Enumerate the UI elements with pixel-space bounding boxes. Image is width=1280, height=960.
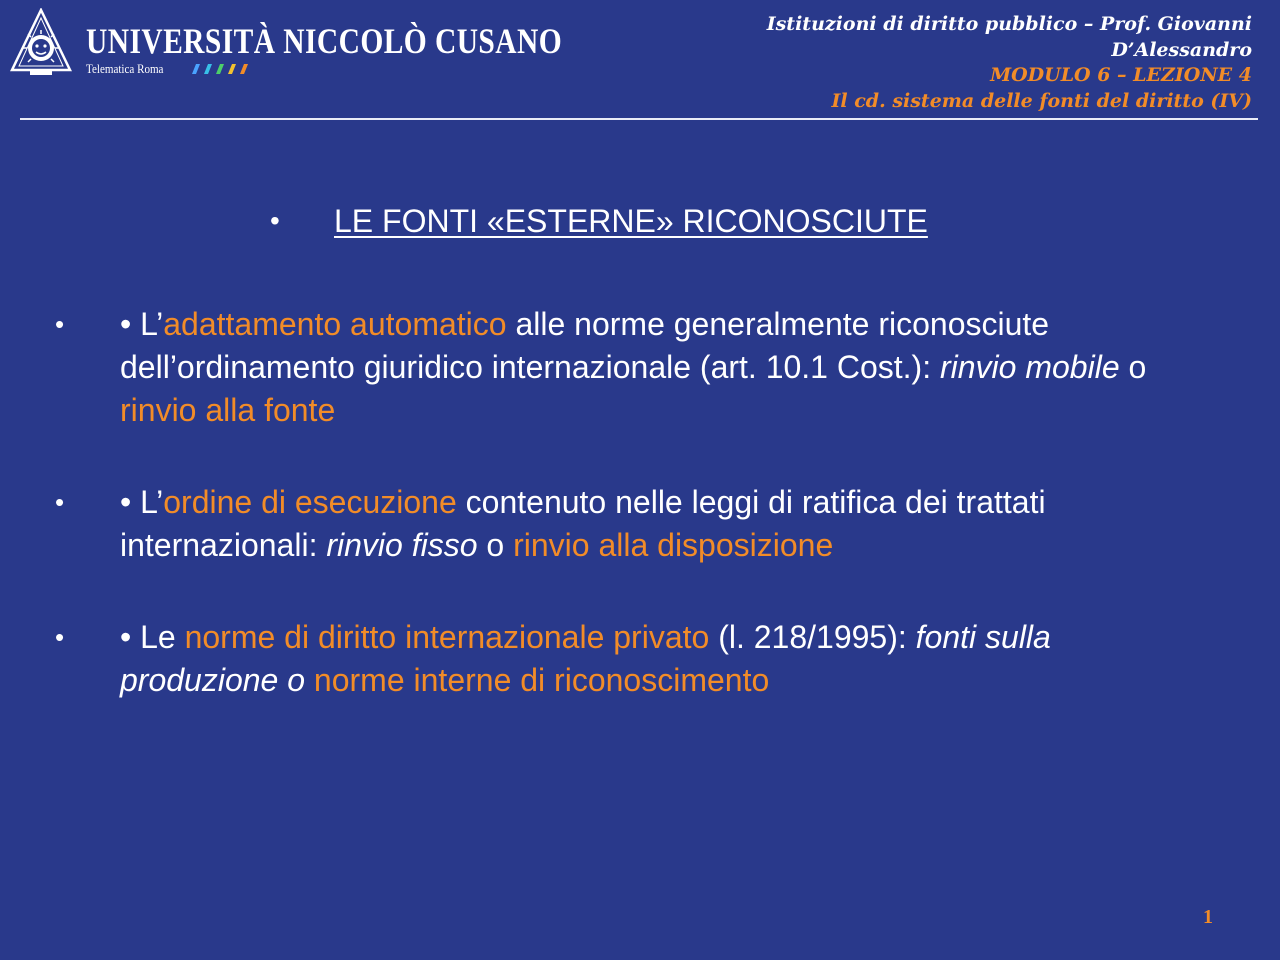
highlight-term: rinvio alla disposizione bbox=[513, 527, 834, 563]
italic-term: fonti sulla produzione o bbox=[120, 619, 1051, 698]
course-title-line-2: D’Alessandro bbox=[1111, 38, 1252, 61]
text-segment: • L’ bbox=[120, 484, 164, 520]
text-segment: alle norme generalmente riconosciute dell’ordinamento giuridico internazionale (art. 10.1 Cost.): bbox=[120, 306, 1050, 385]
highlight-term: norme di diritto internazionale privato bbox=[184, 619, 710, 655]
text-segment: • Le bbox=[120, 619, 185, 655]
list-item-text bbox=[120, 481, 1195, 567]
module-label: MODULO 6 – LEZIONE 4 bbox=[990, 64, 1252, 86]
header-divider bbox=[20, 118, 1258, 120]
course-title-line-1: Istituzioni di diritto pubblico – Prof. Giovanni bbox=[766, 13, 1252, 35]
text-segment: (l. 218/1995): bbox=[709, 619, 916, 655]
text-segment: contenuto nelle leggi di ratifica dei trattati internazionali: bbox=[120, 484, 1046, 563]
text-segment: o bbox=[477, 527, 514, 563]
title-bullet: • bbox=[270, 205, 280, 236]
text-segment bbox=[305, 662, 314, 698]
list-bullet: • bbox=[55, 309, 65, 339]
university-name: UNIVERSITÀ NICCOLÒ CUSANO bbox=[86, 21, 563, 61]
list-bullet: • bbox=[55, 622, 65, 652]
highlight-term: norme interne di riconoscimento bbox=[313, 662, 770, 698]
highlight-term: ordine di esecuzione bbox=[163, 484, 457, 520]
list-bullet: • bbox=[55, 487, 65, 517]
highlight-term: adattamento automatico bbox=[163, 306, 507, 342]
slide-title: LE FONTI «ESTERNE» RICONOSCIUTE bbox=[334, 203, 928, 239]
italic-term: rinvio fisso bbox=[326, 527, 478, 563]
slide-header bbox=[0, 0, 1280, 120]
header-course-info bbox=[632, 12, 1252, 114]
italic-term: rinvio mobile bbox=[939, 349, 1120, 385]
lesson-title: Il cd. sistema delle fonti del diritto (IV) bbox=[831, 89, 1252, 112]
page-number: 1 bbox=[1203, 906, 1213, 928]
highlight-term: rinvio alla fonte bbox=[120, 392, 336, 428]
list-item-text bbox=[120, 303, 1195, 432]
university-seal-icon bbox=[10, 8, 72, 76]
university-subtitle: Telematica Roma bbox=[86, 61, 164, 76]
text-segment: o bbox=[1119, 349, 1147, 385]
list-item-text bbox=[120, 616, 1195, 702]
text-segment: • L’ bbox=[120, 306, 164, 342]
decorative-stripes-icon bbox=[188, 64, 252, 74]
